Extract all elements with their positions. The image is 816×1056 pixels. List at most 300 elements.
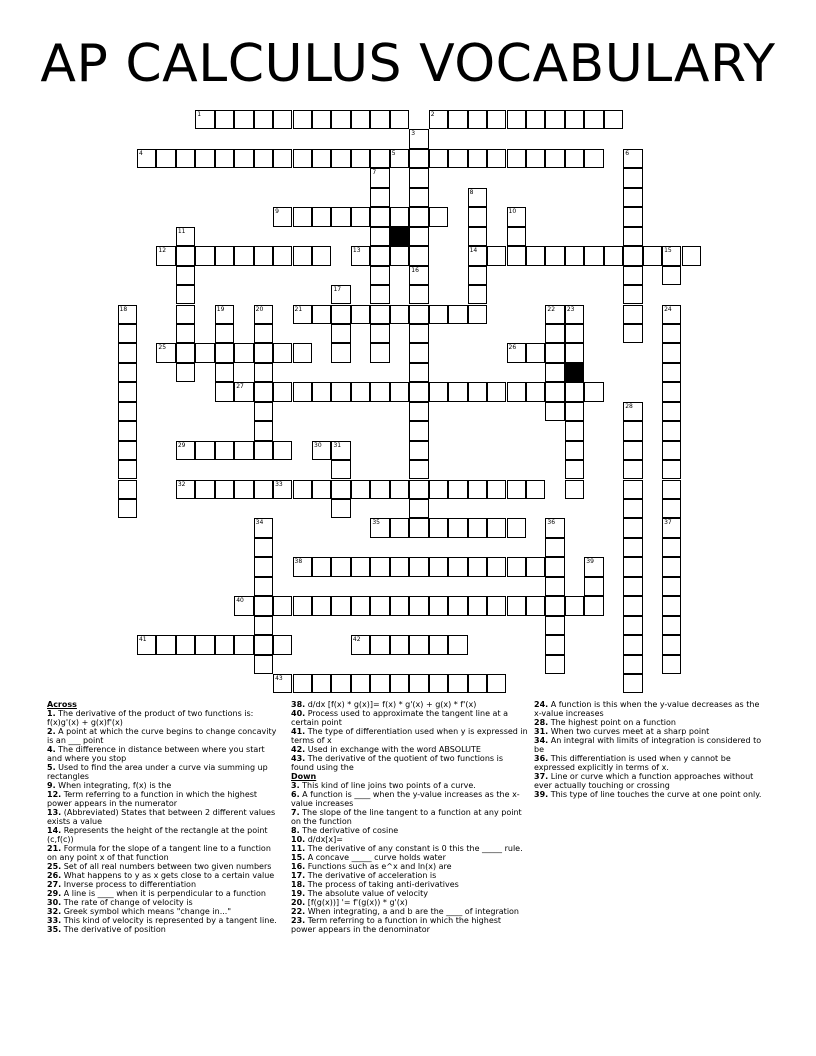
grid-cell[interactable]	[273, 382, 292, 401]
grid-cell[interactable]	[409, 460, 428, 479]
grid-cell[interactable]	[254, 441, 273, 460]
grid-cell[interactable]	[351, 596, 370, 615]
grid-cell[interactable]	[370, 382, 389, 401]
grid-cell[interactable]	[468, 246, 487, 265]
grid-cell[interactable]	[370, 305, 389, 324]
grid-cell[interactable]	[507, 596, 526, 615]
grid-cell[interactable]	[293, 674, 312, 693]
grid-cell[interactable]	[215, 110, 234, 129]
grid-cell[interactable]	[662, 577, 681, 596]
grid-cell[interactable]	[545, 616, 564, 635]
grid-cell[interactable]	[584, 149, 603, 168]
grid-cell[interactable]	[331, 324, 350, 343]
grid-cell[interactable]	[176, 480, 195, 499]
grid-cell[interactable]	[195, 480, 214, 499]
grid-cell[interactable]	[448, 557, 467, 576]
grid-cell[interactable]	[468, 480, 487, 499]
grid-cell[interactable]	[584, 557, 603, 576]
grid-cell[interactable]	[351, 246, 370, 265]
grid-cell[interactable]	[118, 382, 137, 401]
grid-cell[interactable]	[409, 499, 428, 518]
grid-cell[interactable]	[195, 343, 214, 362]
grid-cell[interactable]	[623, 305, 642, 324]
grid-cell[interactable]	[195, 110, 214, 129]
grid-cell[interactable]	[429, 480, 448, 499]
grid-cell[interactable]	[429, 674, 448, 693]
grid-cell[interactable]	[565, 596, 584, 615]
grid-cell[interactable]	[195, 441, 214, 460]
grid-cell[interactable]	[390, 674, 409, 693]
grid-cell[interactable]	[370, 285, 389, 304]
grid-cell[interactable]	[545, 635, 564, 654]
grid-cell[interactable]	[118, 441, 137, 460]
grid-cell[interactable]	[390, 246, 409, 265]
grid-cell[interactable]	[293, 149, 312, 168]
grid-cell[interactable]	[409, 674, 428, 693]
grid-cell[interactable]	[254, 655, 273, 674]
grid-cell[interactable]	[468, 674, 487, 693]
grid-cell[interactable]	[312, 246, 331, 265]
grid-cell[interactable]	[254, 149, 273, 168]
grid-cell[interactable]	[273, 441, 292, 460]
grid-cell[interactable]	[118, 480, 137, 499]
grid-cell[interactable]	[312, 207, 331, 226]
grid-cell[interactable]	[487, 246, 506, 265]
grid-cell[interactable]	[468, 188, 487, 207]
grid-cell[interactable]	[312, 110, 331, 129]
grid-cell[interactable]	[351, 480, 370, 499]
grid-cell[interactable]	[254, 343, 273, 362]
grid-cell[interactable]	[409, 207, 428, 226]
grid-cell[interactable]	[254, 305, 273, 324]
grid-cell[interactable]	[409, 557, 428, 576]
grid-cell[interactable]	[215, 363, 234, 382]
grid-cell[interactable]	[370, 480, 389, 499]
grid-cell[interactable]	[623, 460, 642, 479]
grid-cell[interactable]	[429, 635, 448, 654]
grid-cell[interactable]	[409, 421, 428, 440]
grid-cell[interactable]	[448, 305, 467, 324]
grid-cell[interactable]	[370, 188, 389, 207]
grid-cell[interactable]	[448, 518, 467, 537]
grid-cell[interactable]	[662, 655, 681, 674]
grid-cell[interactable]	[390, 110, 409, 129]
grid-cell[interactable]	[623, 577, 642, 596]
grid-cell[interactable]	[662, 616, 681, 635]
grid-cell[interactable]	[254, 538, 273, 557]
grid-cell[interactable]	[215, 343, 234, 362]
grid-cell[interactable]	[565, 324, 584, 343]
grid-cell[interactable]	[429, 518, 448, 537]
grid-cell[interactable]	[351, 635, 370, 654]
grid-cell[interactable]	[545, 577, 564, 596]
grid-cell[interactable]	[176, 305, 195, 324]
grid-cell[interactable]	[254, 246, 273, 265]
grid-cell[interactable]	[370, 266, 389, 285]
grid-cell[interactable]	[662, 480, 681, 499]
grid-cell[interactable]	[662, 363, 681, 382]
grid-cell[interactable]	[351, 110, 370, 129]
grid-cell[interactable]	[507, 382, 526, 401]
grid-cell[interactable]	[409, 246, 428, 265]
grid-cell[interactable]	[390, 557, 409, 576]
grid-cell[interactable]	[545, 343, 564, 362]
grid-cell[interactable]	[331, 557, 350, 576]
grid-cell[interactable]	[215, 149, 234, 168]
grid-cell[interactable]	[448, 382, 467, 401]
grid-cell[interactable]	[545, 324, 564, 343]
grid-cell[interactable]	[215, 635, 234, 654]
grid-cell[interactable]	[273, 207, 292, 226]
grid-cell[interactable]	[254, 363, 273, 382]
grid-cell[interactable]	[312, 480, 331, 499]
grid-cell[interactable]	[623, 635, 642, 654]
grid-cell[interactable]	[312, 305, 331, 324]
grid-cell[interactable]	[429, 110, 448, 129]
grid-cell[interactable]	[623, 188, 642, 207]
grid-cell[interactable]	[118, 305, 137, 324]
grid-cell[interactable]	[195, 246, 214, 265]
grid-cell[interactable]	[312, 149, 331, 168]
grid-cell[interactable]	[448, 110, 467, 129]
grid-cell[interactable]	[604, 110, 623, 129]
grid-cell[interactable]	[390, 305, 409, 324]
grid-cell[interactable]	[409, 149, 428, 168]
grid-cell[interactable]	[409, 596, 428, 615]
grid-cell[interactable]	[565, 382, 584, 401]
grid-cell[interactable]	[370, 596, 389, 615]
grid-cell[interactable]	[331, 285, 350, 304]
grid-cell[interactable]	[409, 635, 428, 654]
grid-cell[interactable]	[623, 285, 642, 304]
grid-cell[interactable]	[565, 460, 584, 479]
grid-cell[interactable]	[331, 480, 350, 499]
grid-cell[interactable]	[487, 557, 506, 576]
grid-cell[interactable]	[312, 382, 331, 401]
grid-cell[interactable]	[623, 674, 642, 693]
grid-cell[interactable]	[254, 382, 273, 401]
grid-cell[interactable]	[273, 149, 292, 168]
grid-cell[interactable]	[273, 674, 292, 693]
grid-cell[interactable]	[643, 246, 662, 265]
grid-cell[interactable]	[254, 324, 273, 343]
grid-cell[interactable]	[429, 596, 448, 615]
grid-cell[interactable]	[156, 635, 175, 654]
grid-cell[interactable]	[565, 305, 584, 324]
grid-cell[interactable]	[370, 635, 389, 654]
grid-cell[interactable]	[409, 402, 428, 421]
grid-cell[interactable]	[234, 441, 253, 460]
grid-cell[interactable]	[565, 441, 584, 460]
grid-cell[interactable]	[176, 246, 195, 265]
grid-cell[interactable]	[507, 343, 526, 362]
grid-cell[interactable]	[331, 149, 350, 168]
grid-cell[interactable]	[409, 441, 428, 460]
grid-cell[interactable]	[448, 596, 467, 615]
grid-cell[interactable]	[487, 480, 506, 499]
grid-cell[interactable]	[118, 421, 137, 440]
grid-cell[interactable]	[234, 343, 253, 362]
grid-cell[interactable]	[468, 518, 487, 537]
grid-cell[interactable]	[507, 518, 526, 537]
grid-cell[interactable]	[623, 499, 642, 518]
grid-cell[interactable]	[176, 266, 195, 285]
grid-cell[interactable]	[584, 577, 603, 596]
grid-cell[interactable]	[370, 557, 389, 576]
grid-cell[interactable]	[409, 363, 428, 382]
grid-cell[interactable]	[234, 635, 253, 654]
grid-cell[interactable]	[623, 246, 642, 265]
grid-cell[interactable]	[604, 246, 623, 265]
grid-cell[interactable]	[448, 149, 467, 168]
grid-cell[interactable]	[118, 460, 137, 479]
grid-cell[interactable]	[565, 480, 584, 499]
grid-cell[interactable]	[409, 343, 428, 362]
grid-cell[interactable]	[662, 441, 681, 460]
grid-cell[interactable]	[390, 149, 409, 168]
grid-cell[interactable]	[623, 421, 642, 440]
grid-cell[interactable]	[409, 188, 428, 207]
grid-cell[interactable]	[254, 577, 273, 596]
grid-cell[interactable]	[623, 207, 642, 226]
grid-cell[interactable]	[623, 441, 642, 460]
grid-cell[interactable]	[254, 616, 273, 635]
grid-cell[interactable]	[215, 324, 234, 343]
grid-cell[interactable]	[215, 480, 234, 499]
grid-cell[interactable]	[254, 402, 273, 421]
grid-cell[interactable]	[623, 266, 642, 285]
grid-cell[interactable]	[662, 266, 681, 285]
grid-cell[interactable]	[584, 246, 603, 265]
grid-cell[interactable]	[468, 149, 487, 168]
grid-cell[interactable]	[137, 635, 156, 654]
grid-cell[interactable]	[293, 343, 312, 362]
grid-cell[interactable]	[118, 499, 137, 518]
grid-cell[interactable]	[507, 207, 526, 226]
grid-cell[interactable]	[176, 363, 195, 382]
grid-cell[interactable]	[623, 616, 642, 635]
grid-cell[interactable]	[662, 382, 681, 401]
grid-cell[interactable]	[526, 557, 545, 576]
grid-cell[interactable]	[545, 305, 564, 324]
grid-cell[interactable]	[662, 596, 681, 615]
grid-cell[interactable]	[293, 305, 312, 324]
grid-cell[interactable]	[234, 596, 253, 615]
grid-cell[interactable]	[623, 518, 642, 537]
grid-cell[interactable]	[487, 149, 506, 168]
grid-cell[interactable]	[662, 421, 681, 440]
grid-cell[interactable]	[526, 382, 545, 401]
grid-cell[interactable]	[584, 382, 603, 401]
grid-cell[interactable]	[254, 557, 273, 576]
grid-cell[interactable]	[545, 149, 564, 168]
grid-cell[interactable]	[507, 557, 526, 576]
grid-cell[interactable]	[662, 343, 681, 362]
grid-cell[interactable]	[390, 635, 409, 654]
grid-cell[interactable]	[409, 285, 428, 304]
grid-cell[interactable]	[623, 402, 642, 421]
grid-cell[interactable]	[468, 266, 487, 285]
grid-cell[interactable]	[390, 518, 409, 537]
grid-cell[interactable]	[176, 285, 195, 304]
grid-cell[interactable]	[176, 343, 195, 362]
grid-cell[interactable]	[312, 674, 331, 693]
grid-cell[interactable]	[390, 480, 409, 499]
grid-cell[interactable]	[623, 557, 642, 576]
grid-cell[interactable]	[448, 674, 467, 693]
grid-cell[interactable]	[565, 246, 584, 265]
grid-cell[interactable]	[331, 596, 350, 615]
grid-cell[interactable]	[545, 518, 564, 537]
grid-cell[interactable]	[331, 343, 350, 362]
grid-cell[interactable]	[370, 207, 389, 226]
grid-cell[interactable]	[565, 343, 584, 362]
grid-cell[interactable]	[215, 441, 234, 460]
grid-cell[interactable]	[234, 149, 253, 168]
grid-cell[interactable]	[662, 460, 681, 479]
grid-cell[interactable]	[215, 246, 234, 265]
grid-cell[interactable]	[273, 246, 292, 265]
grid-cell[interactable]	[545, 382, 564, 401]
grid-cell[interactable]	[507, 149, 526, 168]
grid-cell[interactable]	[370, 343, 389, 362]
grid-cell[interactable]	[293, 596, 312, 615]
grid-cell[interactable]	[293, 207, 312, 226]
grid-cell[interactable]	[409, 480, 428, 499]
grid-cell[interactable]	[468, 285, 487, 304]
grid-cell[interactable]	[448, 480, 467, 499]
grid-cell[interactable]	[254, 635, 273, 654]
grid-cell[interactable]	[662, 305, 681, 324]
grid-cell[interactable]	[526, 343, 545, 362]
grid-cell[interactable]	[390, 207, 409, 226]
grid-cell[interactable]	[545, 596, 564, 615]
grid-cell[interactable]	[565, 402, 584, 421]
grid-cell[interactable]	[468, 596, 487, 615]
grid-cell[interactable]	[526, 596, 545, 615]
grid-cell[interactable]	[545, 110, 564, 129]
grid-cell[interactable]	[370, 168, 389, 187]
grid-cell[interactable]	[331, 207, 350, 226]
grid-cell[interactable]	[156, 246, 175, 265]
grid-cell[interactable]	[351, 382, 370, 401]
grid-cell[interactable]	[390, 596, 409, 615]
grid-cell[interactable]	[254, 110, 273, 129]
grid-cell[interactable]	[468, 382, 487, 401]
grid-cell[interactable]	[370, 246, 389, 265]
grid-cell[interactable]	[351, 674, 370, 693]
grid-cell[interactable]	[254, 421, 273, 440]
grid-cell[interactable]	[215, 305, 234, 324]
grid-cell[interactable]	[293, 480, 312, 499]
grid-cell[interactable]	[468, 305, 487, 324]
grid-cell[interactable]	[507, 227, 526, 246]
grid-cell[interactable]	[623, 227, 642, 246]
grid-cell[interactable]	[468, 110, 487, 129]
grid-cell[interactable]	[118, 324, 137, 343]
grid-cell[interactable]	[234, 480, 253, 499]
grid-cell[interactable]	[545, 402, 564, 421]
grid-cell[interactable]	[351, 305, 370, 324]
grid-cell[interactable]	[487, 596, 506, 615]
grid-cell[interactable]	[293, 557, 312, 576]
grid-cell[interactable]	[409, 266, 428, 285]
grid-cell[interactable]	[156, 343, 175, 362]
grid-cell[interactable]	[293, 110, 312, 129]
grid-cell[interactable]	[468, 557, 487, 576]
grid-cell[interactable]	[526, 149, 545, 168]
grid-cell[interactable]	[273, 110, 292, 129]
grid-cell[interactable]	[195, 149, 214, 168]
grid-cell[interactable]	[429, 207, 448, 226]
grid-cell[interactable]	[623, 538, 642, 557]
grid-cell[interactable]	[176, 441, 195, 460]
grid-cell[interactable]	[331, 110, 350, 129]
grid-cell[interactable]	[118, 402, 137, 421]
grid-cell[interactable]	[254, 518, 273, 537]
grid-cell[interactable]	[370, 227, 389, 246]
grid-cell[interactable]	[409, 382, 428, 401]
grid-cell[interactable]	[331, 674, 350, 693]
grid-cell[interactable]	[273, 635, 292, 654]
grid-cell[interactable]	[584, 110, 603, 129]
grid-cell[interactable]	[351, 557, 370, 576]
grid-cell[interactable]	[195, 635, 214, 654]
grid-cell[interactable]	[623, 655, 642, 674]
grid-cell[interactable]	[215, 382, 234, 401]
grid-cell[interactable]	[448, 635, 467, 654]
grid-cell[interactable]	[118, 343, 137, 362]
grid-cell[interactable]	[176, 324, 195, 343]
grid-cell[interactable]	[623, 324, 642, 343]
grid-cell[interactable]	[176, 635, 195, 654]
grid-cell[interactable]	[545, 557, 564, 576]
grid-cell[interactable]	[526, 246, 545, 265]
grid-cell[interactable]	[370, 324, 389, 343]
grid-cell[interactable]	[468, 207, 487, 226]
grid-cell[interactable]	[118, 363, 137, 382]
grid-cell[interactable]	[545, 655, 564, 674]
grid-cell[interactable]	[507, 480, 526, 499]
grid-cell[interactable]	[293, 246, 312, 265]
grid-cell[interactable]	[331, 441, 350, 460]
grid-cell[interactable]	[429, 305, 448, 324]
grid-cell[interactable]	[370, 518, 389, 537]
grid-cell[interactable]	[331, 305, 350, 324]
grid-cell[interactable]	[565, 421, 584, 440]
grid-cell[interactable]	[390, 382, 409, 401]
grid-cell[interactable]	[351, 149, 370, 168]
grid-cell[interactable]	[156, 149, 175, 168]
grid-cell[interactable]	[429, 382, 448, 401]
grid-cell[interactable]	[312, 557, 331, 576]
grid-cell[interactable]	[351, 207, 370, 226]
grid-cell[interactable]	[409, 227, 428, 246]
grid-cell[interactable]	[487, 674, 506, 693]
grid-cell[interactable]	[429, 149, 448, 168]
grid-cell[interactable]	[662, 246, 681, 265]
grid-cell[interactable]	[623, 168, 642, 187]
grid-cell[interactable]	[662, 635, 681, 654]
grid-cell[interactable]	[487, 110, 506, 129]
grid-cell[interactable]	[623, 480, 642, 499]
grid-cell[interactable]	[526, 480, 545, 499]
grid-cell[interactable]	[293, 382, 312, 401]
grid-cell[interactable]	[409, 324, 428, 343]
grid-cell[interactable]	[409, 129, 428, 148]
grid-cell[interactable]	[662, 324, 681, 343]
grid-cell[interactable]	[623, 149, 642, 168]
